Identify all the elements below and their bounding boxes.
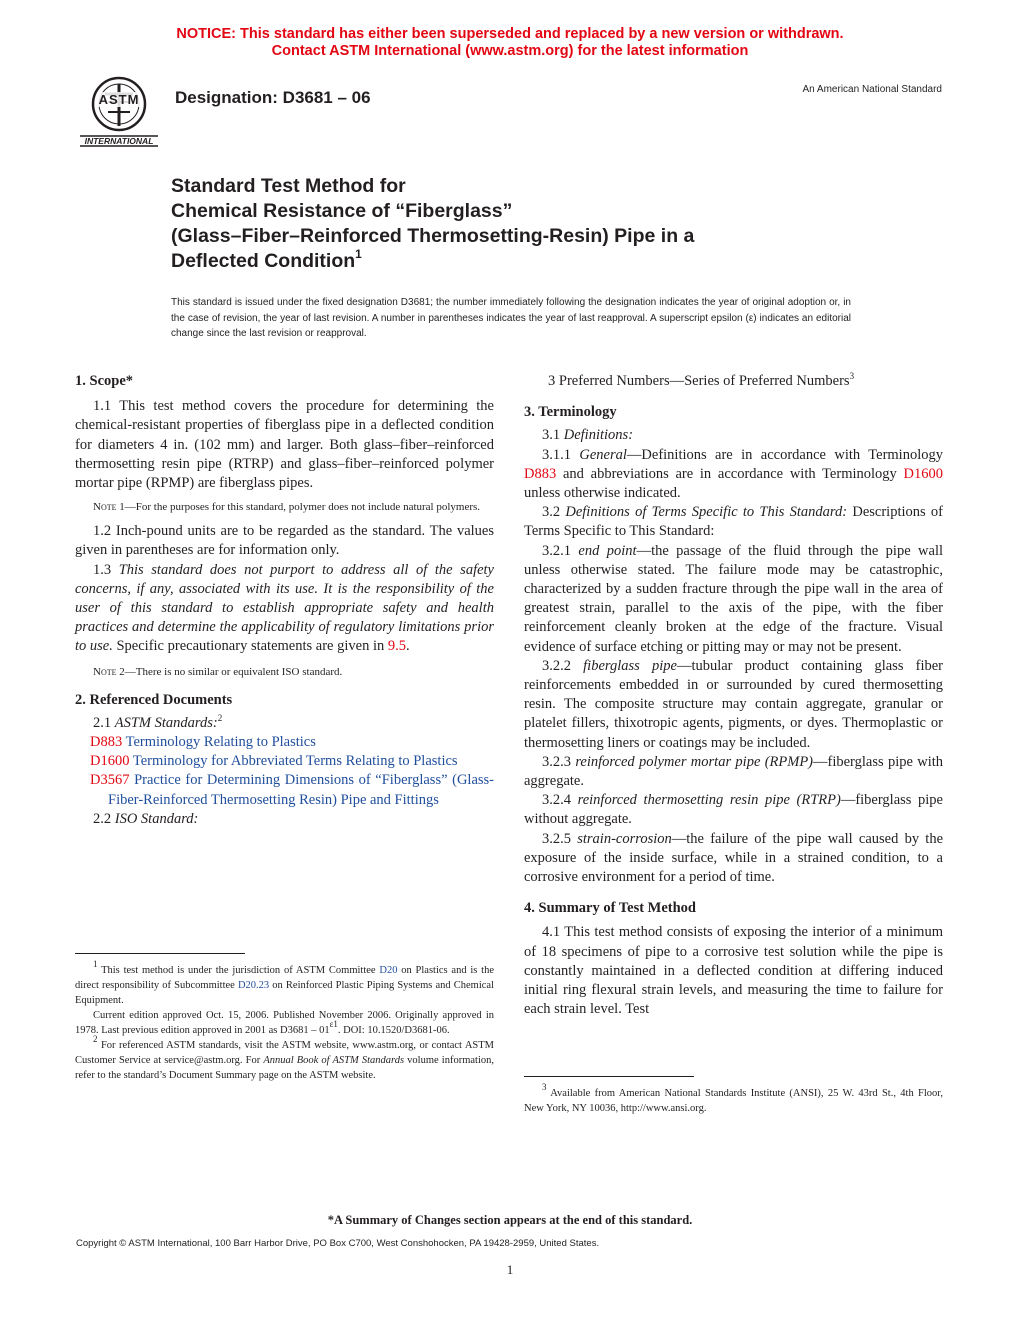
para-2-2: 2.2 ISO Standard: (93, 810, 199, 827)
issued-statement: This standard is issued under the fixed designation D3681; the number immediately following the designation indicates the year of original adoption or, in the case of revision, the year of last revision. A number in parentheses indicates the year of last reapproval. A superscript epsilon (ε) indicates an editorial change since the last revision or reapproval. (171, 297, 851, 339)
footnote-3: $^3$ Available from American National Standards Institute (ANSI), 25 W. 43rd St., 4th Floor, New York, NY 10036, http://www.ansi.org. (524, 1082, 943, 1114)
para-4-1: 4.1 This test method consists of exposing the interior of a minimum of 18 specimens of pipe to a corrosive test solution while the pipe is constantly maintained in a deflected condition at differing induced initial ring flexural strain levels, and measuring the time to failure for each strain level. Test (524, 924, 943, 1018)
section-4-heading: 4. Summary of Test Method (524, 900, 696, 917)
title-line-3: (Glass–Fiber–Reinforced Thermosetting-Resin) Pipe in a (171, 225, 695, 247)
para-3-2-1: 3.2.1 end point—the passage of the fluid through the pipe wall unless otherwise stated. The failure mode may be catastrophic, characterized by a sudden fracture through the pipe wall in the area of greatest strain, parallel to the axis of the pipe, with the fiber reinforcement cleanly broken at the edge of the fracture. Visual evidence of surface etching or pitting may or may not be present. (524, 542, 943, 655)
para-1-3: 1.3 This standard does not purport to address all of the safety concerns, if any, associated with its use. It is the responsibility of the user of this standard to establish appropriate safety and health practices and determine the applicability of regulatory limitations prior to use. Specific precautionary statements are given in 9.5. (75, 561, 494, 655)
para-3-2-2: 3.2.2 fiberglass pipe—tubular product containing glass fiber reinforcements embedded in or surrounded by cured thermosetting resin. The composite structure may contain aggregate, granular or platelet fillers, thixotropic agents, pigments, or dyes. Thermoplastic or thermosetting liners or coatings may be included. (524, 657, 943, 751)
document-title (171, 174, 871, 274)
link-d1600-terminology[interactable]: D1600 (903, 465, 943, 482)
link-9-5[interactable]: 9.5 (387, 638, 406, 655)
ref-d1600: D1600 Terminology for Abbreviated Terms Relating to Plastics (90, 753, 458, 770)
page-number: 1 (506, 1262, 514, 1277)
notice-line-2: Contact ASTM International (www.astm.org) for the latest information (271, 43, 749, 59)
title-footnote-marker: 1 (355, 247, 362, 261)
link-d20-23[interactable]: D20.23 (237, 980, 270, 991)
link-d1600[interactable]: D1600 (90, 753, 130, 770)
note-2: Note 2—There is no similar or equivalent ISO standard. (93, 665, 343, 678)
american-national-standard: An American National Standard (802, 84, 942, 95)
para-1-2: 1.2 Inch-pound units are to be regarded as the standard. The values given in parentheses are for information only. (75, 523, 494, 559)
link-d3567[interactable]: D3567 (90, 772, 130, 789)
para-3-2-5: 3.2.5 strain-corrosion—the failure of the pipe wall caused by the exposure of the inside surface, while in a strained condition, to a corrosive environment for a period of time. (524, 830, 944, 886)
left-column (75, 372, 494, 829)
astm-logo (78, 72, 160, 148)
right-footnotes (524, 1082, 943, 1116)
ref-d883: D883 Terminology Relating to Plastics (90, 734, 316, 751)
right-column (524, 372, 943, 1020)
ref-d3567: D3567 Practice for Determining Dimensions of “Fiberglass” (Glass-Fiber-Reinforced Thermosetting Resin) Pipe and Fittings (90, 772, 494, 808)
right-footnote-rule (524, 1076, 694, 1077)
left-footnotes (75, 959, 494, 1083)
para-3-1-1: 3.1.1 General—Definitions are in accordance with Terminology D883 and abbreviations are in accordance with Terminology D1600 unless otherwise indicated. (524, 446, 943, 502)
footnote-1-edition: Current edition approved Oct. 15, 2006. Published November 2006. Originally approved in 1978. Last previous edition approved in 2001 as $D3681 - 01^{\varepsilon 1}$. DOI: 10.1520/D3681-06. (75, 1010, 494, 1036)
left-footnote-rule (75, 953, 245, 954)
link-d883-terminology[interactable]: D883 (524, 465, 557, 482)
section-2-heading: 2. Referenced Documents (75, 691, 233, 708)
para-3-1: 3.1 Definitions: (542, 427, 634, 444)
para-3-2-3: 3.2.3 reinforced polymer mortar pipe (RPMP)—fiberglass pipe with aggregate. (524, 753, 944, 790)
para-3-2-4: 3.2.4 reinforced thermosetting resin pipe (RTRP)—fiberglass pipe without aggregate. (524, 792, 943, 828)
preferred-numbers-ref: 3 Preferred Numbers—Series of Preferred Numbers$^3$ (548, 371, 855, 389)
link-d883[interactable]: D883 (90, 734, 123, 751)
withdrawal-notice (0, 26, 1020, 60)
title-line-1: Standard Test Method for (171, 175, 406, 197)
para-2-1: 2.1 ASTM Standards:$^2$ (93, 712, 223, 731)
note-1: Note 1—For the purposes for this standard, polymer does not include natural polymers. (93, 501, 481, 514)
summary-of-changes-note: *A Summary of Changes section appears at the end of this standard. (327, 1213, 693, 1227)
title-line-2: Chemical Resistance of “Fiberglass” (171, 200, 513, 222)
para-3-2: 3.2 Definitions of Terms Specific to This Standard: Descriptions of Terms Specific to This Standard: (524, 504, 943, 540)
para-1-1: 1.1 This test method covers the procedure for determining the chemical-resistant properties of fiberglass pipe in a deflected condition for diameters 4 in. (102 mm) and larger. Both glass–fiber–reinforced thermosetting resin pipe (RTRP) and glass–fiber–reinforced polymer mortar pipe (RPMP) are fiberglass pipes. (75, 398, 494, 492)
section-1-heading: 1. Scope* (75, 373, 133, 389)
notice-line-1: NOTICE: This standard has either been superseded and replaced by a new version or withdrawn. (176, 26, 844, 42)
copyright: Copyright © ASTM International, 100 Barr Harbor Drive, PO Box C700, West Conshohocken, PA 19428-2959, United States. (76, 1238, 600, 1249)
footnote-2: $^2$ For referenced ASTM standards, visit the ASTM website, www.astm.org, or contact ASTM Customer Service at service@astm.org. For Annual Book of ASTM Standards volume information, refer to the standard’s Document Summary page on the ASTM website. (75, 1034, 494, 1081)
section-3-heading: 3. Terminology (524, 404, 617, 421)
logo-wordmark: ASTM (98, 92, 140, 107)
title-line-4: Deflected Condition$^1$ (171, 247, 362, 272)
footnote-1: $^1$ This test method is under the jurisdiction of ASTM Committee D20 on Plastics and is the direct responsibility of Subcommittee D20.23 on Reinforced Plastic Piping Systems and Chemical Equipment. (75, 959, 494, 1006)
designation: Designation: D3681 – 06 (175, 88, 371, 107)
link-d20[interactable]: D20 (379, 965, 398, 976)
logo-subtitle: INTERNATIONAL (84, 136, 154, 146)
